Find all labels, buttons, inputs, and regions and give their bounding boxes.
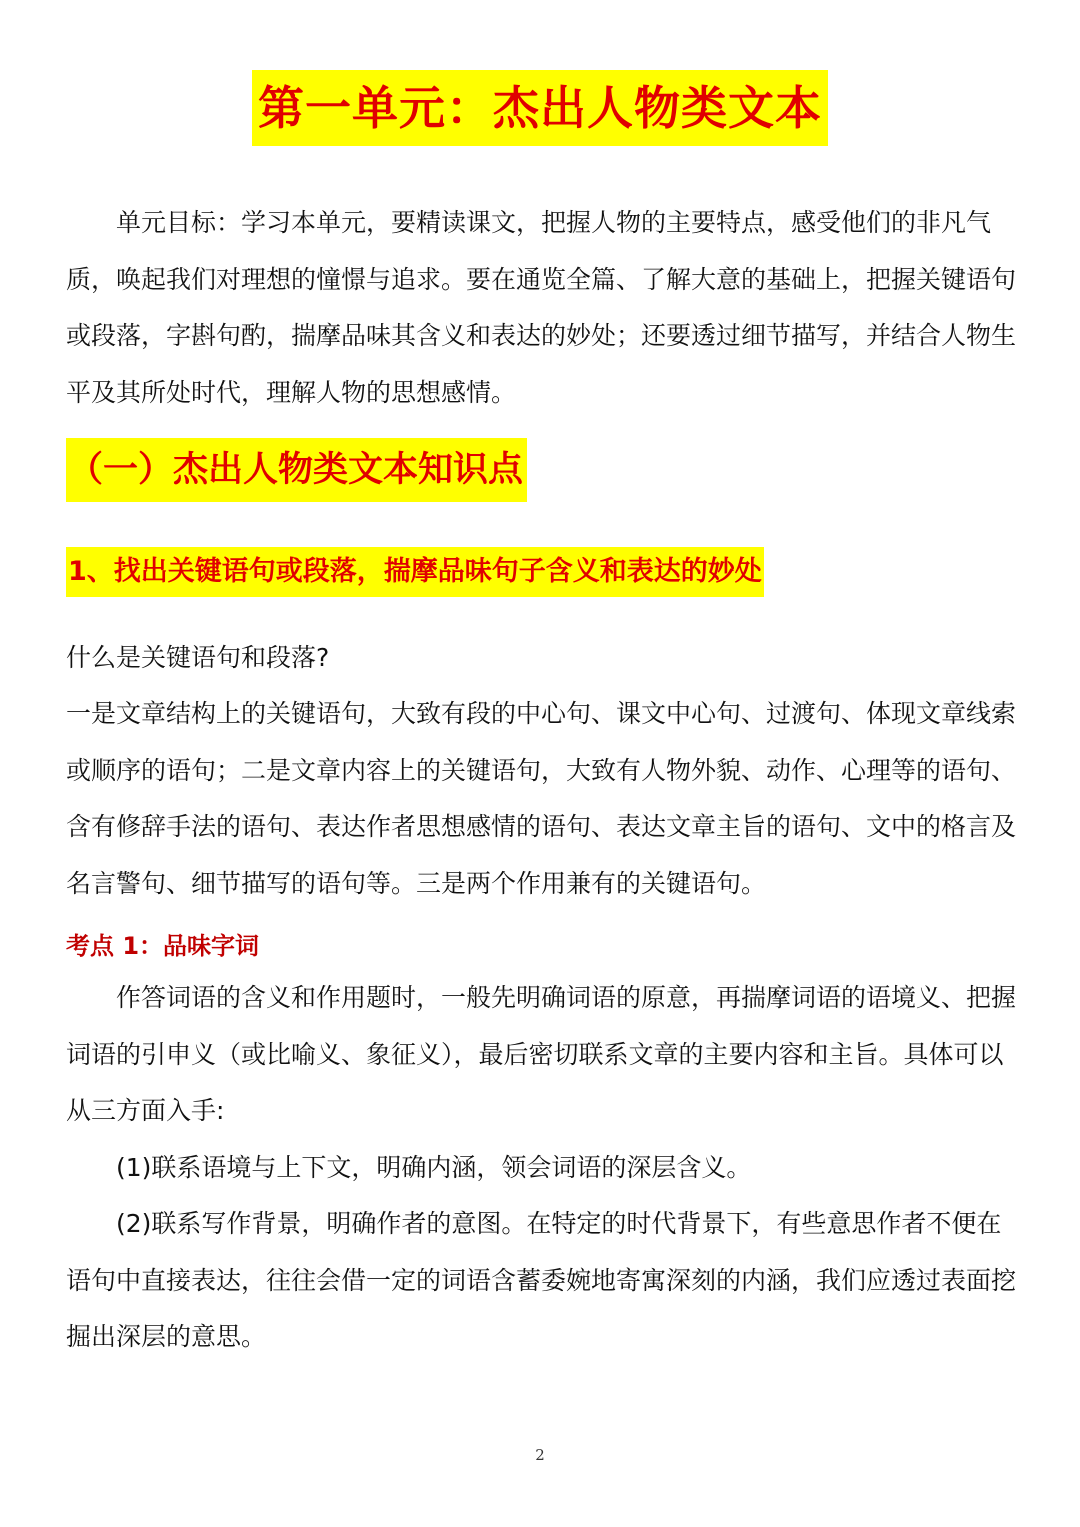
point-2-paragraph: (2)联系写作背景，明确作者的意图。在特定的时代背景下，有些意思作者不便在语句中直接表达，往往会借一定的词语含蓄委婉地寄寓深刻的内涵，我们应透过表面挖掘出深层的意思。 bbox=[66, 1209, 1017, 1351]
sub-heading: 1、找出关键语句或段落，揣摩品味句子含义和表达的妙处 bbox=[66, 547, 764, 597]
answer-paragraph: 一是文章结构上的关键语句，大致有段的中心句、课文中心句、过渡句、体现文章线索或顺序的语句；二是文章内容上的关键语句，大致有人物外貌、动作、心理等的语句、含有修辞手法的语句、表达作者思想感情的语句、表达文章主旨的语句、文中的格言及名言警句、细节描写的语句等。三是两个作用兼有的关键语句。 bbox=[66, 699, 1017, 898]
point-1-paragraph: (1)联系语境与上下文，明确内涵，领会词语的深层含义。 bbox=[116, 1153, 752, 1182]
page-number: 2 bbox=[535, 1446, 545, 1464]
unit-goal-paragraph: 单元目标：学习本单元，要精读课文，把握人物的主要特点，感受他们的非凡气质，唤起我们对理想的憧憬与追求。要在通览全篇、了解大意的基础上，把握关键语句或段落，字斟句酌，揣摩品味其含义和表达的妙处；还要透过细节描写，并结合人物生平及其所处时代，理解人物的思想感情。 bbox=[66, 208, 1017, 407]
section-heading: （一）杰出人物类文本知识点 bbox=[66, 438, 527, 502]
kaodian-body-paragraph: 作答词语的含义和作用题时，一般先明确词语的原意，再揣摩词语的语境义、把握词语的引申义（或比喻义、象征义），最后密切联系文章的主要内容和主旨。具体可以从三方面入手: bbox=[66, 983, 1017, 1125]
title-container bbox=[0, 70, 1080, 146]
question-line: 什么是关键语句和段落? bbox=[66, 643, 330, 672]
unit-title: 第一单元：杰出人物类文本 bbox=[252, 70, 828, 146]
kaodian-heading: 考点 1：品味字词 bbox=[66, 932, 260, 960]
